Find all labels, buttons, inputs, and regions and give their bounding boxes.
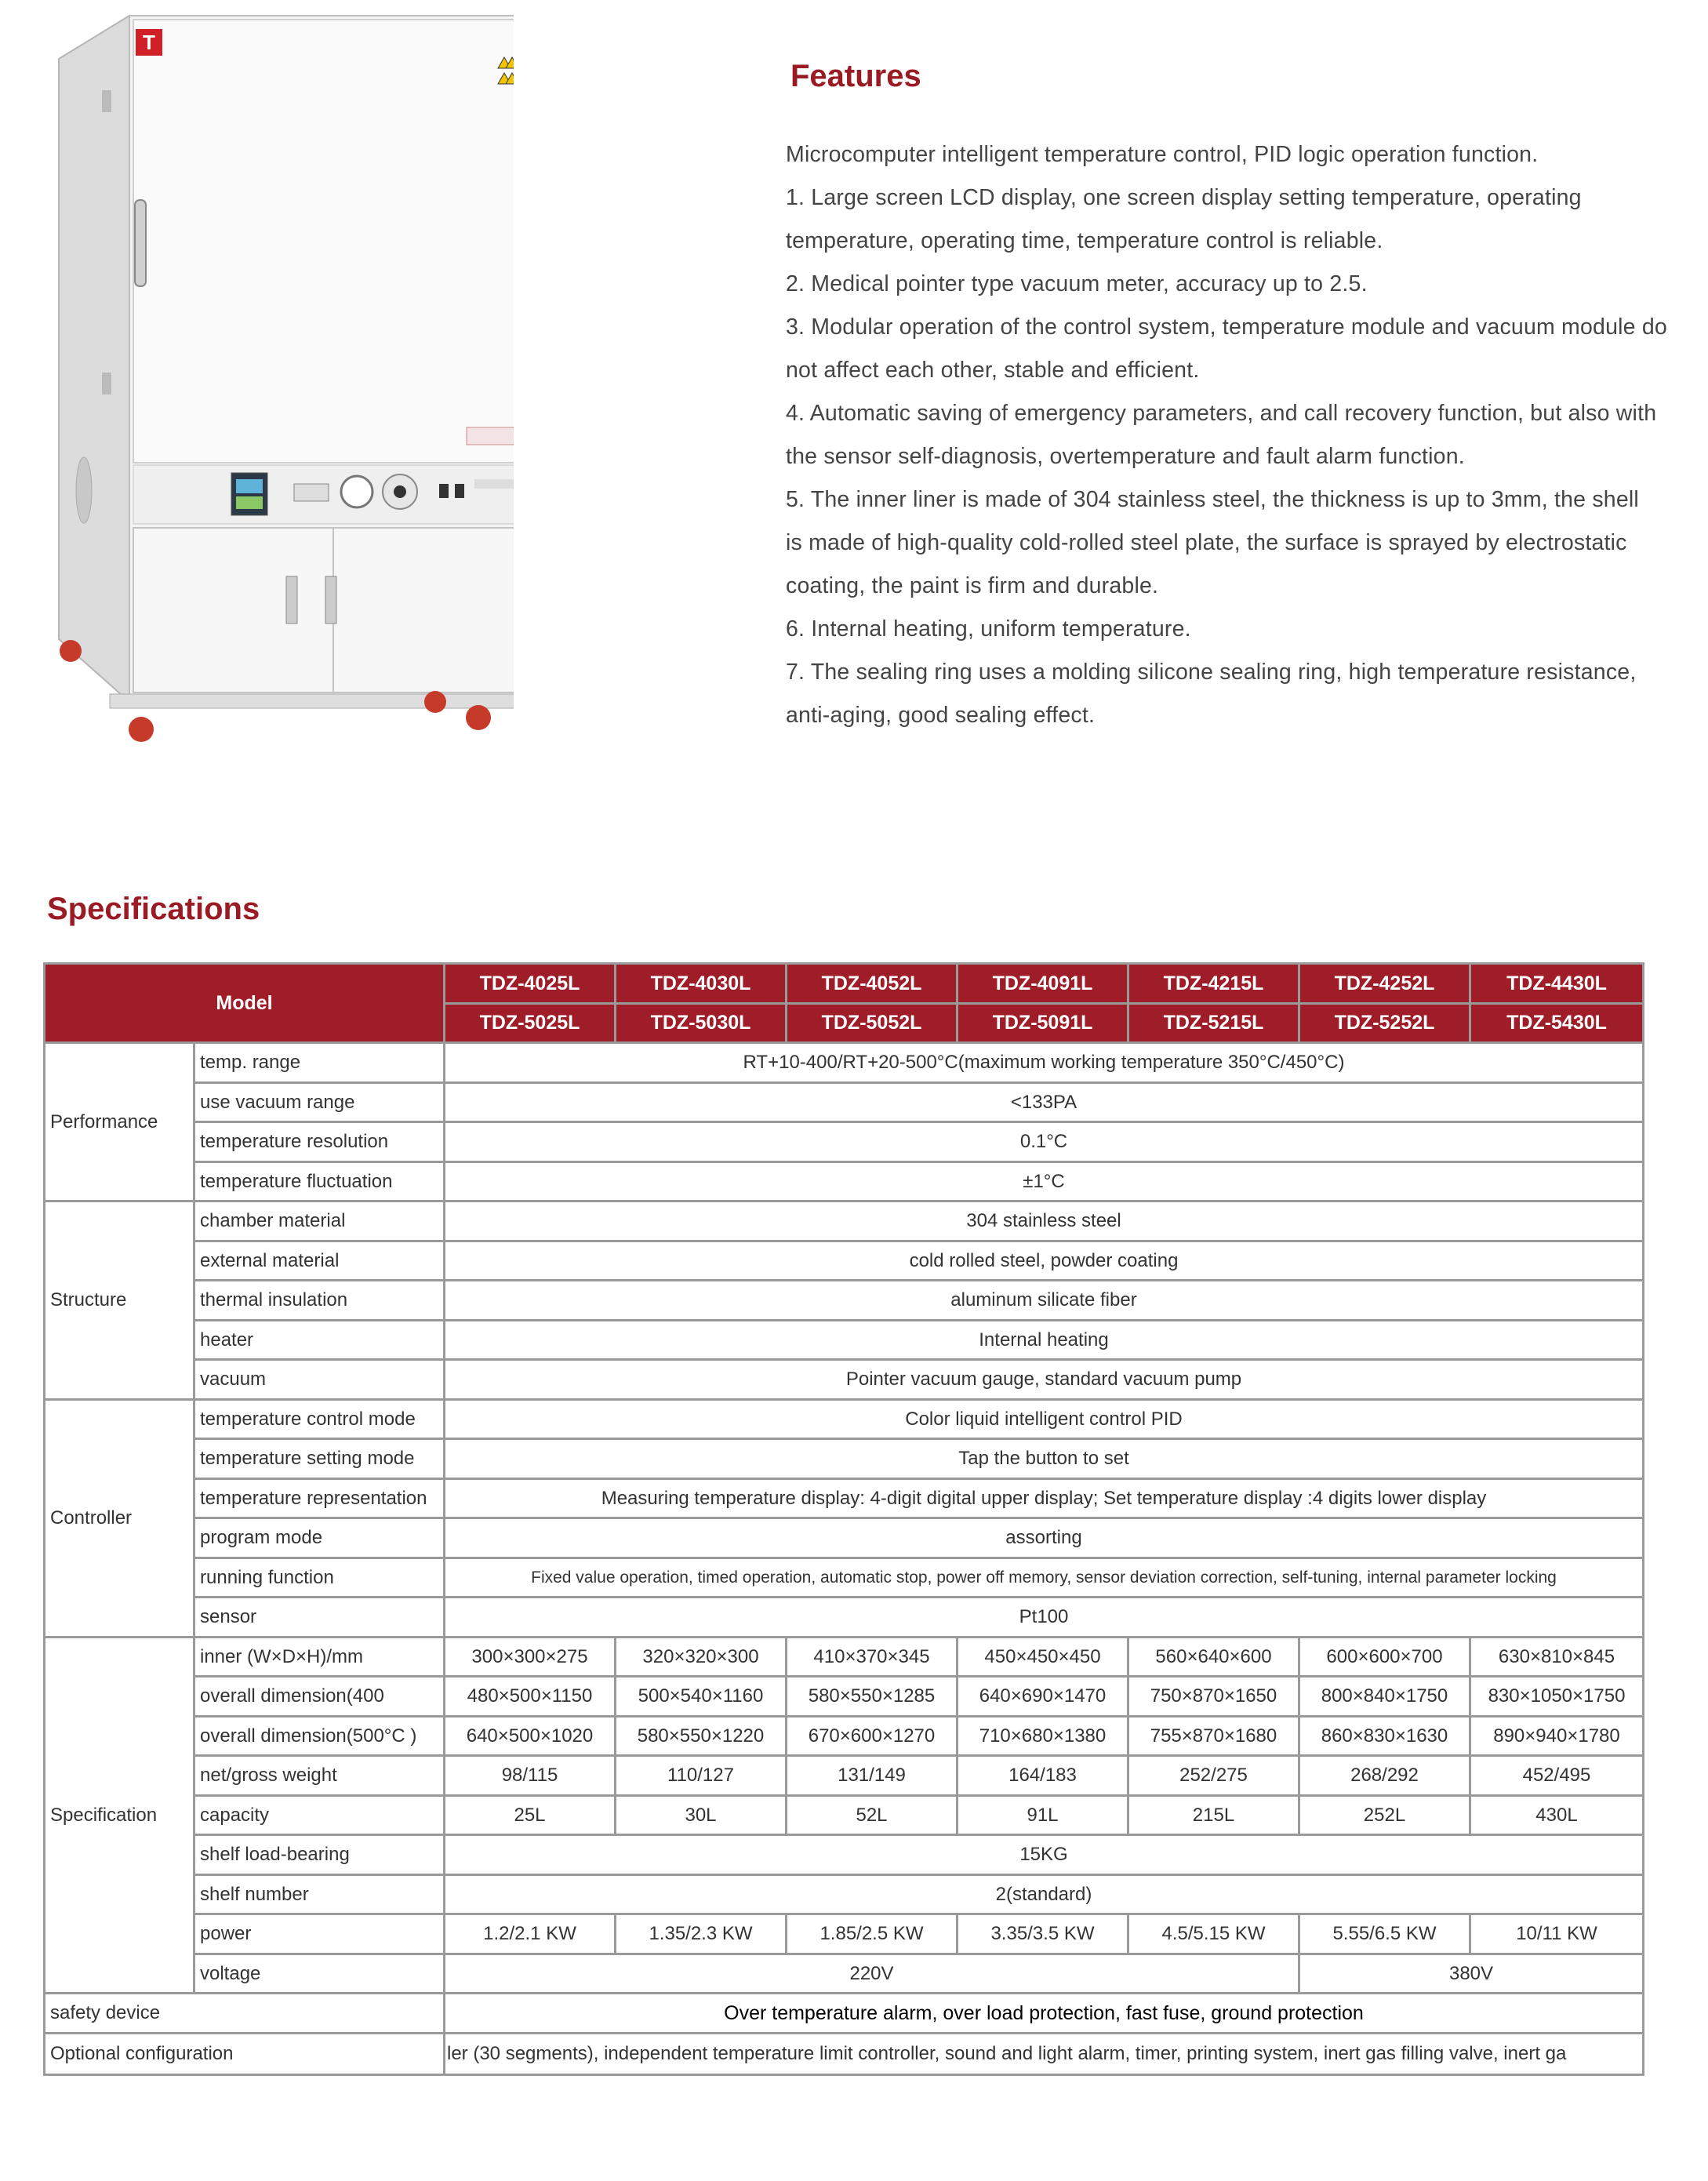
specifications-heading: Specifications (47, 892, 260, 926)
row-label-power: power (195, 1915, 443, 1953)
row-value-capacity: 25L (445, 1797, 614, 1834)
brand-logo (136, 29, 162, 56)
feature-line: the sensor self-diagnosis, overtemperature and fault alarm function. (786, 444, 1465, 469)
model-name-500: TDZ-5430L (1471, 1005, 1642, 1041)
row-label-capacity: capacity (195, 1797, 443, 1834)
model-name-500: TDZ-5252L (1300, 1005, 1469, 1041)
row-value-overall_500: 890×940×1780 (1471, 1718, 1642, 1754)
row-value-vacuum_range: <133PA (445, 1084, 1642, 1121)
svg-text:T: T (143, 31, 155, 54)
row-value-control_mode: Color liquid intelligent control PID (445, 1401, 1642, 1438)
row-label-representation: temperature representation (195, 1480, 443, 1517)
row-label-temp_range: temp. range (195, 1044, 443, 1081)
feature-line: anti-aging, good sealing effect. (786, 703, 1096, 728)
row-value-capacity: 30L (616, 1797, 785, 1834)
product-image (43, 12, 514, 757)
row-value-setting_mode: Tap the button to set (445, 1440, 1642, 1478)
row-value-weight: 452/495 (1471, 1757, 1642, 1794)
row-value-vacuum: Pointer vacuum gauge, standard vacuum pump (445, 1361, 1642, 1398)
feature-line: not affect each other, stable and efficient. (786, 358, 1200, 383)
group-structure: Structure (45, 1202, 193, 1398)
row-label-shelf_load: shelf load-bearing (195, 1836, 443, 1874)
row-value-inner: 600×600×700 (1300, 1638, 1469, 1675)
row-label-heater: heater (195, 1321, 443, 1358)
specifications-table-frame (43, 962, 1644, 2076)
row-value-weight: 131/149 (787, 1757, 956, 1794)
row-label-overall_400: overall dimension(400 (195, 1678, 443, 1715)
row-value-overall_400: 800×840×1750 (1300, 1678, 1469, 1715)
row-label-temp_resolution: temperature resolution (195, 1123, 443, 1161)
row-label-shelf_number: shelf number (195, 1876, 443, 1913)
feature-line: 1. Large screen LCD display, one screen display setting temperature, operating (786, 185, 1582, 210)
row-value-overall_400: 750×870×1650 (1129, 1678, 1298, 1715)
model-name-500: TDZ-5025L (445, 1005, 614, 1041)
row-label-setting_mode: temperature setting mode (195, 1440, 443, 1478)
feature-line: 7. The sealing ring uses a molding silicone sealing ring, high temperature resistance, (786, 660, 1637, 685)
row-value-inner: 630×810×845 (1471, 1638, 1642, 1675)
row-label-vacuum: vacuum (195, 1361, 443, 1398)
row-value-voltage-high: 380V (1300, 1955, 1642, 1992)
row-value-inner: 300×300×275 (445, 1638, 614, 1675)
row-value-overall_500: 860×830×1630 (1300, 1718, 1469, 1754)
model-name-500: TDZ-5091L (958, 1005, 1127, 1041)
row-label-optional: Optional configuration (45, 2034, 443, 2074)
row-value-weight: 98/115 (445, 1757, 614, 1794)
features-heading: Features (790, 59, 921, 93)
row-label-overall_500: overall dimension(500°C ) (195, 1718, 443, 1754)
row-value-weight: 268/292 (1300, 1757, 1469, 1794)
row-label-control_mode: temperature control mode (195, 1401, 443, 1438)
row-value-power: 5.55/6.5 KW (1300, 1915, 1469, 1953)
row-value-temp_resolution: 0.1°C (445, 1123, 1642, 1161)
model-name-400: TDZ-4430L (1471, 965, 1642, 1002)
row-label-chamber_material: chamber material (195, 1202, 443, 1240)
row-label-program_mode: program mode (195, 1519, 443, 1557)
row-label-safety: safety device (45, 1994, 443, 2032)
row-value-overall_500: 755×870×1680 (1129, 1718, 1298, 1754)
feature-line: 3. Modular operation of the control system, temperature module and vacuum module do (786, 314, 1667, 340)
feature-line: is made of high-quality cold-rolled steel plate, the surface is sprayed by electrostatic (786, 530, 1627, 555)
model-name-400: TDZ-4252L (1300, 965, 1469, 1002)
row-value-sensor: Pt100 (445, 1598, 1642, 1636)
row-value-power: 10/11 KW (1471, 1915, 1642, 1953)
row-value-temp_fluctuation: ±1°C (445, 1163, 1642, 1200)
row-value-overall_500: 670×600×1270 (787, 1718, 956, 1754)
row-value-safety: Over temperature alarm, over load protection, fast fuse, ground protection (445, 1994, 1642, 2032)
row-label-inner: inner (W×D×H)/mm (195, 1638, 443, 1675)
row-value-power: 4.5/5.15 KW (1129, 1915, 1298, 1953)
row-label-weight: net/gross weight (195, 1757, 443, 1794)
row-value-chamber_material: 304 stainless steel (445, 1202, 1642, 1240)
features-list (786, 133, 1708, 737)
row-label-thermal_insulation: thermal insulation (195, 1281, 443, 1319)
row-value-capacity: 215L (1129, 1797, 1298, 1834)
row-value-inner: 560×640×600 (1129, 1638, 1298, 1675)
row-value-weight: 252/275 (1129, 1757, 1298, 1794)
feature-line: 2. Medical pointer type vacuum meter, accuracy up to 2.5. (786, 271, 1368, 296)
row-value-capacity: 91L (958, 1797, 1127, 1834)
row-value-voltage-low: 220V (445, 1955, 1298, 1992)
row-label-temp_fluctuation: temperature fluctuation (195, 1163, 443, 1200)
feature-line: coating, the paint is firm and durable. (786, 573, 1159, 598)
row-value-running_function: Fixed value operation, timed operation, automatic stop, power off memory, sensor deviation correction, self-tuning, internal parameter locking (445, 1559, 1642, 1596)
feature-line: Microcomputer intelligent temperature control, PID logic operation function. (786, 142, 1539, 167)
row-value-heater: Internal heating (445, 1321, 1642, 1358)
row-value-overall_400: 480×500×1150 (445, 1678, 614, 1715)
row-value-capacity: 252L (1300, 1797, 1469, 1834)
feature-line: 5. The inner liner is made of 304 stainless steel, the thickness is up to 3mm, the shell (786, 487, 1639, 512)
row-value-power: 3.35/3.5 KW (958, 1915, 1127, 1953)
row-value-capacity: 430L (1471, 1797, 1642, 1834)
group-controller: Controller (45, 1401, 193, 1636)
group-performance: Performance (45, 1044, 193, 1200)
model-header: Model (45, 965, 443, 1041)
row-value-overall_400: 580×550×1285 (787, 1678, 956, 1715)
row-label-running_function: running function (195, 1559, 443, 1596)
row-label-sensor: sensor (195, 1598, 443, 1636)
specifications-table (45, 965, 1642, 2074)
model-name-400: TDZ-4052L (787, 965, 956, 1002)
row-value-power: 1.85/2.5 KW (787, 1915, 956, 1953)
row-label-vacuum_range: use vacuum range (195, 1084, 443, 1121)
feature-line: 6. Internal heating, uniform temperature. (786, 616, 1191, 642)
model-name-400: TDZ-4215L (1129, 965, 1298, 1002)
row-value-thermal_insulation: aluminum silicate fiber (445, 1281, 1642, 1319)
group-specification: Specification (45, 1638, 193, 1992)
row-value-external_material: cold rolled steel, powder coating (445, 1242, 1642, 1279)
model-name-500: TDZ-5030L (616, 1005, 785, 1041)
row-value-optional: ler (30 segments), independent temperature limit controller, sound and light alarm, timer, printing system, inert gas filling valve, inert ga (445, 2034, 1642, 2074)
row-value-power: 1.2/2.1 KW (445, 1915, 614, 1953)
row-value-shelf_load: 15KG (445, 1836, 1642, 1874)
row-value-overall_400: 640×690×1470 (958, 1678, 1127, 1715)
row-value-inner: 410×370×345 (787, 1638, 956, 1675)
model-name-400: TDZ-4025L (445, 965, 614, 1002)
model-name-400: TDZ-4030L (616, 965, 785, 1002)
model-name-500: TDZ-5052L (787, 1005, 956, 1041)
row-value-power: 1.35/2.3 KW (616, 1915, 785, 1953)
row-value-program_mode: assorting (445, 1519, 1642, 1557)
row-value-overall_400: 830×1050×1750 (1471, 1678, 1642, 1715)
row-value-shelf_number: 2(standard) (445, 1876, 1642, 1913)
feature-line: temperature, operating time, temperature control is reliable. (786, 228, 1383, 253)
row-value-inner: 450×450×450 (958, 1638, 1127, 1675)
row-label-external_material: external material (195, 1242, 443, 1279)
row-value-temp_range: RT+10-400/RT+20-500°C(maximum working temperature 350°C/450°C) (445, 1044, 1642, 1081)
model-name-400: TDZ-4091L (958, 965, 1127, 1002)
model-name-500: TDZ-5215L (1129, 1005, 1298, 1041)
row-value-overall_400: 500×540×1160 (616, 1678, 785, 1715)
row-value-representation: Measuring temperature display: 4-digit digital upper display; Set temperature display :4 digits lower display (445, 1480, 1642, 1517)
row-value-overall_500: 580×550×1220 (616, 1718, 785, 1754)
feature-line: 4. Automatic saving of emergency parameters, and call recovery function, but also with (786, 401, 1657, 426)
row-value-capacity: 52L (787, 1797, 956, 1834)
row-value-overall_500: 710×680×1380 (958, 1718, 1127, 1754)
row-label-voltage: voltage (195, 1955, 443, 1992)
row-value-weight: 110/127 (616, 1757, 785, 1794)
row-value-overall_500: 640×500×1020 (445, 1718, 614, 1754)
row-value-inner: 320×320×300 (616, 1638, 785, 1675)
row-value-weight: 164/183 (958, 1757, 1127, 1794)
